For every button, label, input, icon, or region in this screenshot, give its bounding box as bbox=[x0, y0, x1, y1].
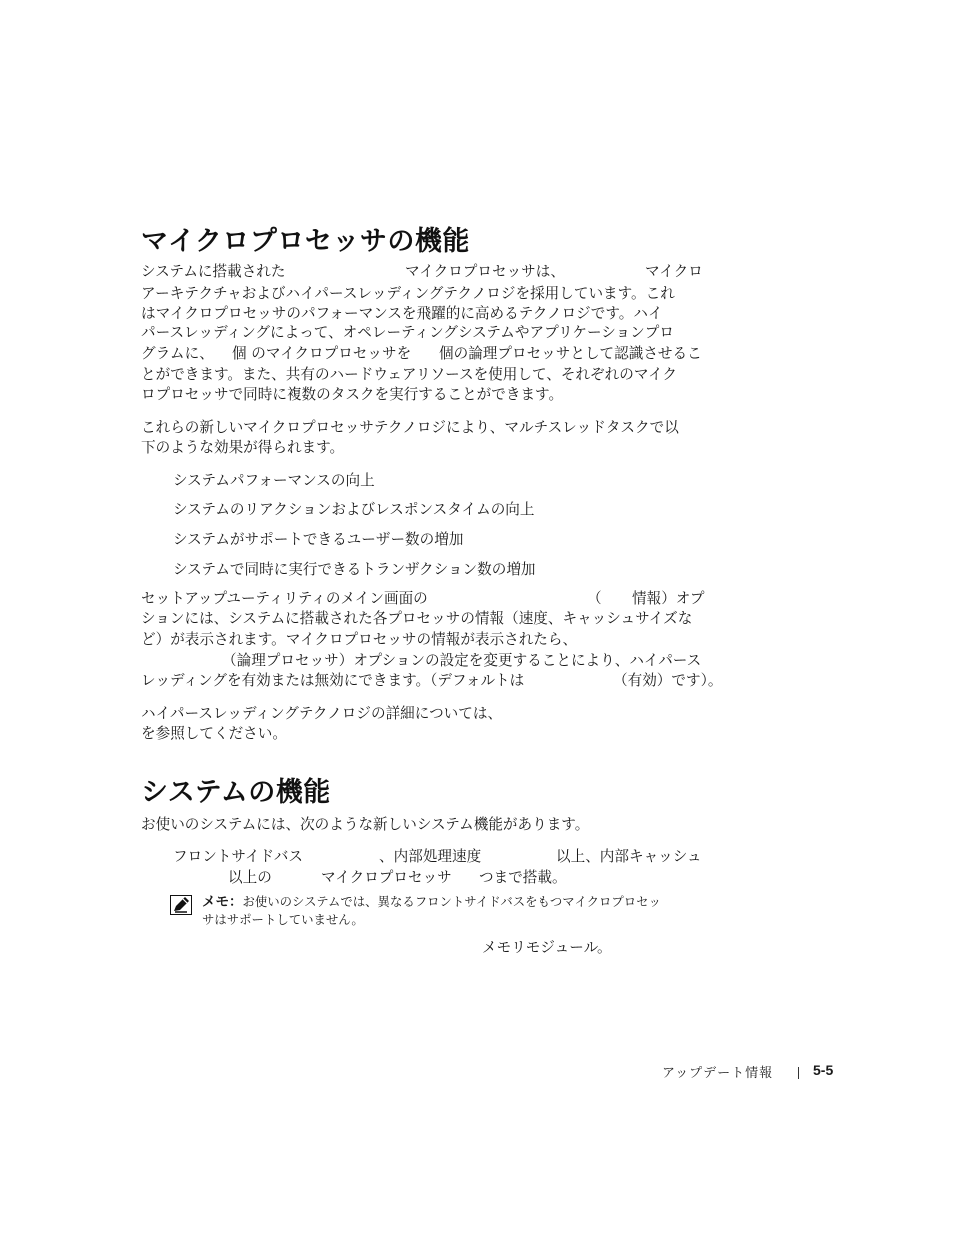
footer-divider bbox=[798, 1067, 799, 1079]
text-line: アーキテクチャおよびハイパースレッディングテクノロジを採用しています。これ bbox=[141, 285, 675, 302]
text-line: を参照してください。 bbox=[141, 725, 287, 742]
footer-section-title: アップデート情報 bbox=[662, 1066, 774, 1081]
text-fragment: （論理プロセッサ）オプションの設定を変更することにより、ハイパース bbox=[222, 652, 702, 669]
text-fragment: フロントサイドバス bbox=[173, 848, 304, 865]
text-fragment: 、内部処理速度 bbox=[379, 848, 482, 865]
text-line: 下のような効果が得られます。 bbox=[141, 439, 345, 456]
list-item: システムで同時に実行できるトランザクション数の増加 bbox=[173, 561, 536, 578]
section-title-system-features: システムの機能 bbox=[141, 777, 331, 808]
text-fragment: 以上、内部キャッシュ bbox=[556, 848, 702, 865]
note-line bbox=[202, 893, 661, 911]
text-fragment: レッディングを有効または無効にできます。（デフォルトは bbox=[141, 672, 525, 689]
text-fragment: マイクロプロセッサ bbox=[321, 869, 452, 886]
text-line: とができます。また、共有のハードウェアリソースを使用して、それぞれのマイク bbox=[141, 366, 678, 383]
text-fragment: マイクロプロセッサは、 bbox=[405, 263, 565, 280]
text-fragment: マイクロ bbox=[645, 263, 703, 280]
text-line: これらの新しいマイクロプロセッサテクノロジにより、マルチスレッドタスクで以 bbox=[141, 419, 679, 436]
text-fragment: 個 のマイクロプロセッサを bbox=[232, 345, 412, 362]
text-line: ロプロセッサで同時に複数のタスクを実行することができます。 bbox=[141, 386, 564, 403]
list-item: システムのリアクションおよびレスポンスタイムの向上 bbox=[173, 501, 535, 518]
text-fragment: 個の論理プロセッサとして認識させるこ bbox=[439, 345, 702, 362]
list-item: システムがサポートできるユーザー数の増加 bbox=[173, 531, 464, 548]
note-label: メモ： bbox=[202, 894, 243, 910]
text-fragment: 情報）オプ bbox=[632, 590, 705, 607]
list-item: システムパフォーマンスの向上 bbox=[173, 472, 375, 489]
section-title-microprocessor: マイクロプロセッサの機能 bbox=[141, 226, 470, 257]
text-line bbox=[141, 262, 285, 282]
text-fragment: システムに搭載された bbox=[141, 263, 286, 280]
text-line: パースレッディングによって、オペレーティングシステムやアプリケーションプロ bbox=[141, 324, 674, 341]
page-number: 5-5 bbox=[813, 1062, 834, 1078]
system-features-intro: お使いのシステムには、次のような新しいシステム機能があります。 bbox=[141, 816, 590, 833]
text-line: ど）が表示されます。マイクロプロセッサの情報が表示されたら、 bbox=[141, 631, 578, 648]
note-text: お使いのシステムでは、異なるフロントサイドバスをもつマイクロプロセッ bbox=[242, 894, 661, 909]
text-fragment: つまで搭載。 bbox=[479, 869, 567, 886]
text-fragment: （ bbox=[587, 590, 602, 607]
text-line: はマイクロプロセッサのパフォーマンスを飛躍的に高めるテクノロジです。ハイ bbox=[141, 305, 663, 322]
text-fragment: セットアップユーティリティのメイン画面の bbox=[141, 590, 428, 607]
note-line: サはサポートしていません。 bbox=[202, 912, 364, 927]
text-fragment: グラムに、 bbox=[141, 345, 214, 362]
pencil-note-icon bbox=[170, 895, 192, 919]
text-fragment: （有効）です）。 bbox=[613, 672, 723, 689]
text-line: ションには、システムに搭載された各プロセッサの情報（速度、キャッシュサイズな bbox=[141, 610, 693, 627]
system-features-bullet-2: メモリモジュール。 bbox=[482, 939, 612, 956]
text-line: ハイパースレッディングテクノロジの詳細については、 bbox=[141, 705, 503, 722]
text-fragment: 以上の bbox=[228, 869, 272, 886]
